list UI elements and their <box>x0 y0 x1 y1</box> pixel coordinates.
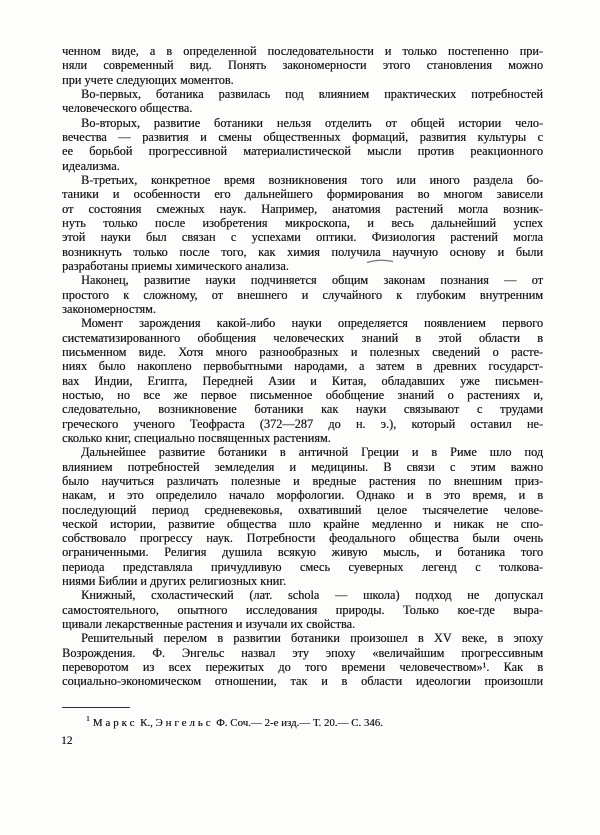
text-line: периода представляла причудливую смесь суеверных легенд с толкова- <box>62 559 543 574</box>
text-line: влиянием потребностей земледелия и медицины. В связи с этим важно <box>62 459 543 474</box>
text-line: при учете следующих моментов. <box>62 72 234 87</box>
text-line: Наконец, развитие науки подчиняется общим законам познания — от <box>81 273 543 288</box>
footnote-author-name: Маркс <box>92 717 138 729</box>
text-line: Дальнейшее развитие ботаники в античной Греции и в Риме шло под <box>81 445 543 460</box>
text-line: таники и особенности его дальнейшего формирования во многом зависели <box>62 187 543 202</box>
footnote-marker: 1 <box>86 714 90 724</box>
paragraph <box>62 173 543 273</box>
footnote-text <box>93 717 383 729</box>
text-line: В-третьих, конкретное время возникновения того или иного раздела бо- <box>81 172 543 187</box>
text-line: накам, и это определило начало морфологии. Однако и в это время, и в <box>62 488 543 503</box>
text-line: письменном виде. Хотя много разнообразных и полезных сведений о расте- <box>62 344 543 359</box>
text-line: закономерностям. <box>62 301 156 316</box>
text-line: Момент зарождения какой-либо науки определяется появлением первого <box>81 316 543 331</box>
text-line: греческого ученого Теофраста (372—287 до н. э.), который оставил не- <box>62 416 543 431</box>
paragraph <box>62 588 543 631</box>
text-line: идеализма. <box>62 158 120 173</box>
text-line: ченном виде, а в определенной последовательности и только постепенно при- <box>62 44 543 58</box>
text-line: простого к сложному, от внешнего и случайного к глубоким внутренним <box>62 287 543 302</box>
paragraph <box>62 116 543 173</box>
text-line: систематизированного обобщения человеческих знаний в этой области в <box>62 330 543 345</box>
text-line: этой науки был связан с успехами оптики. Физиология растений могла <box>62 230 543 245</box>
paragraph <box>62 316 543 445</box>
text-line: последующий период средневековья, охвативший целое тысячелетие челове- <box>62 502 543 517</box>
paragraph <box>62 631 543 688</box>
footnote-text-segment: К., <box>137 717 156 729</box>
text-line: вечества — развития и смены общественных формаций, развития культуры с <box>62 129 543 144</box>
paragraph <box>62 445 543 588</box>
paragraph <box>62 87 543 116</box>
text-line: Решительный перелом в развитии ботаники произошел в XV веке, в эпоху <box>81 631 543 646</box>
footnote <box>62 714 543 730</box>
text-line: разработаны приемы химического анализа. <box>62 258 289 273</box>
page-number: 12 <box>61 735 73 747</box>
text-line: вах Индии, Египта, Передней Азии и Китая, обладавших уже письмен- <box>62 373 543 388</box>
text-line: ограниченными. Религия душила всякую живую мысль, и ботаника того <box>62 545 543 560</box>
text-line: собствовало прогрессу наук. Потребности феодального общества были очень <box>62 531 543 546</box>
text-line: ниями Библии и других религиозных книг. <box>62 574 286 589</box>
text-line: переворотом из всех пережитых до того времени человечеством»¹. Как в <box>62 660 543 675</box>
text-line: сколько книг, специально посвященных растениям. <box>62 430 331 445</box>
text-line: Во-вторых, развитие ботаники нельзя отделить от общей истории чело- <box>81 115 543 130</box>
paragraph <box>62 44 543 87</box>
text-line: следовательно, возникновение ботаники как науки связывают с трудами <box>62 402 543 417</box>
footnote-divider <box>62 707 130 708</box>
text-line: Книжный, схоластический (лат. schola — школа) подход не допускал <box>81 588 543 603</box>
text-line: Возрождения. Ф. Энгельс назвал эту эпоху «величайшим прогрессивным <box>62 645 543 660</box>
text-line: нуть только после изобретения микроскопа, и весь дальнейший успех <box>62 215 543 230</box>
text-line: возникнуть только после того, как химия получила научную основу и были <box>62 244 543 259</box>
text-line: щивали лекарственные растения и изучали их свойства. <box>62 617 356 632</box>
text-line: от состояния смежных наук. Например, анатомия растений могла возник- <box>62 201 543 216</box>
text-line: социально-экономическом отношении, так и в области идеологии произошли <box>62 674 543 689</box>
footnote-author-name: Энгельс <box>155 717 214 729</box>
footnote-text-segment: Ф. Соч.— 2-е изд.— Т. 20.— С. 346. <box>213 717 383 729</box>
text-line: ниях было накоплено первобытными народами, а затем в древних государст- <box>62 359 543 374</box>
text-line: няли современный вид. Понять закономерности этого становления можно <box>62 58 543 73</box>
text-line: ностью, но все же первое письменное обобщение знаний о растениях и, <box>62 387 543 402</box>
paragraph <box>62 273 543 316</box>
text-line: было научиться различать полезные и вредные растения по внешним приз- <box>62 473 543 488</box>
scan-artifact-pencil-mark <box>366 258 394 264</box>
text-line: Во-первых, ботаника развилась под влиянием практических потребностей <box>81 86 543 101</box>
text-line: ее борьбой прогрессивной материалистической мысли против реакционного <box>62 144 543 159</box>
text-block <box>62 44 543 689</box>
text-line: ческой истории, развитие общества шло крайне медленно и никак не спо- <box>62 516 543 531</box>
text-line: самостоятельного, опытного исследования природы. Только кое-где выра- <box>62 602 543 617</box>
text-line: человеческого общества. <box>62 101 193 116</box>
